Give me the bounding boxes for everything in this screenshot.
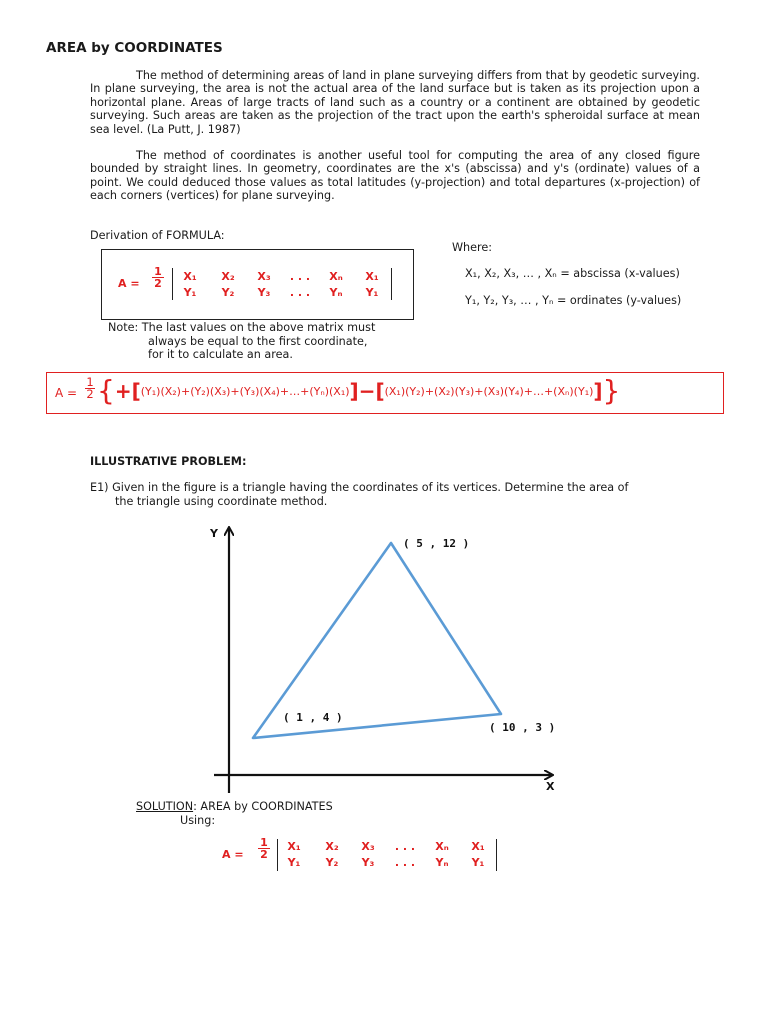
note-line-1: Note: The last values on the above matrix must	[108, 321, 376, 334]
formula-body: {+[(Y₁)(X₂)+(Y₂)(X₃)+(Y₃)(X₄)+…+(Yₙ)(X₁)]−[(X₁)(Y₂)+(X₂)(Y₃)+(X₃)(Y₄)+…+(Xₙ)(Y₁)]}	[97, 374, 621, 407]
matrix-left-bar	[277, 839, 278, 871]
matrix-cell: X₃	[361, 840, 375, 853]
matrix-fraction	[152, 266, 164, 289]
solution-heading	[136, 800, 333, 813]
vertex-label: ( 10 , 3 )	[489, 721, 556, 734]
intro-paragraph-2: The method of coordinates is another useful tool for computing the area of any closed figure bounded by straight lines. In geometry, coordinates are the x's (abscissa) and y's (ordinate) values of a point. We could deduced those values as total latitudes (y-projection) and total departures (x-projection) of each corners (vertices) for plane surveying.	[90, 149, 700, 203]
note-line-3: for it to calculate an area.	[148, 348, 293, 361]
solution-word: SOLUTION	[136, 800, 194, 813]
where-heading: Where:	[452, 241, 493, 254]
formula-lhs: A =	[55, 386, 78, 400]
vertex-label: ( 5 , 12 )	[403, 537, 470, 550]
matrix-cell: Yₙ	[329, 286, 343, 299]
fraction-denominator: 2	[154, 277, 162, 290]
open-brace-glyph: {	[97, 374, 115, 407]
fraction-numerator: 1	[258, 837, 270, 849]
problem-line-1: E1) Given in the figure is a triangle having the coordinates of its vertices. Determine the area of	[90, 481, 629, 494]
intro-paragraph-1: The method of determining areas of land in plane surveying differs from that by geodetic surveying. In plane surveying, the area is not the actual area of the land surface but is taken as its projection upon a horizontal plane. Areas of large tracts of land such as a country or a continent are obtained by geodetic surveying. Such areas are taken as the projection of the tract upon the earth's spheroidal surface at mean sea level. (La Putt, J. 1987)	[90, 69, 700, 136]
matrix-cell: . . .	[394, 856, 416, 869]
matrix-cell: Y₁	[471, 856, 485, 869]
matrix-cell: X₂	[221, 270, 235, 283]
matrix-cell: Y₃	[257, 286, 271, 299]
matrix-cell: Yₙ	[435, 856, 449, 869]
matrix-left-bar	[172, 268, 173, 300]
vertex-label: ( 1 , 4 )	[283, 711, 343, 724]
page-title: AREA by COORDINATES	[46, 40, 223, 56]
matrix-cell: X₁	[183, 270, 197, 283]
matrix-cell: Xₙ	[329, 270, 343, 283]
matrix-right-bar	[496, 839, 497, 871]
y-axis-label: Y	[210, 527, 218, 540]
matrix-cell: . . .	[289, 270, 311, 283]
matrix-formula-box	[101, 249, 414, 320]
matrix-cell: Y₁	[287, 856, 301, 869]
matrix-cell: Y₂	[221, 286, 235, 299]
matrix-cell: X₁	[471, 840, 485, 853]
using-label: Using:	[180, 814, 216, 827]
where-abscissa: X₁, X₂, X₃, … , Xₙ = abscissa (x-values)	[465, 267, 680, 280]
x-axis-label: X	[546, 780, 555, 793]
illustrative-heading: ILLUSTRATIVE PROBLEM:	[90, 455, 247, 468]
close-brace-glyph: }	[602, 374, 621, 407]
solution-rest: : AREA by COORDINATES	[193, 800, 333, 813]
matrix-lhs: A =	[222, 848, 244, 861]
problem-line-2: the triangle using coordinate method.	[115, 495, 328, 508]
triangle-outline	[253, 543, 501, 738]
matrix-fraction	[258, 837, 270, 860]
matrix-cell: X₃	[257, 270, 271, 283]
matrix-cell: Y₃	[361, 856, 375, 869]
derivation-label: Derivation of FORMULA:	[90, 229, 225, 242]
solution-matrix	[210, 835, 510, 875]
expanded-formula-box	[46, 372, 724, 414]
matrix-cell: Y₁	[365, 286, 379, 299]
formula-first-sum: (Y₁)(X₂)+(Y₂)(X₃)+(Y₃)(X₄)+…+(Yₙ)(X₁)	[140, 385, 350, 398]
formula-fraction: $\frac{1}{2}$	[86, 375, 94, 401]
matrix-cell: Y₂	[325, 856, 339, 869]
matrix-cell: X₁	[287, 840, 301, 853]
matrix-lhs: A =	[118, 277, 140, 290]
matrix-cell: X₁	[365, 270, 379, 283]
matrix-cell: Xₙ	[435, 840, 449, 853]
where-ordinates: Y₁, Y₂, Y₃, … , Yₙ = ordinates (y-values)	[465, 294, 682, 307]
fraction-denominator: 2	[260, 848, 268, 861]
formula-second-sum: (X₁)(Y₂)+(X₂)(Y₃)+(X₃)(Y₄)+…+(Xₙ)(Y₁)	[384, 385, 594, 398]
fraction-numerator: 1	[152, 266, 164, 278]
matrix-cell: . . .	[394, 840, 416, 853]
matrix-cell: X₂	[325, 840, 339, 853]
matrix-right-bar	[391, 268, 392, 300]
matrix-cell: . . .	[289, 286, 311, 299]
matrix-cell: Y₁	[183, 286, 197, 299]
triangle-figure	[200, 518, 580, 800]
note-line-2: always be equal to the first coordinate,	[148, 335, 368, 348]
